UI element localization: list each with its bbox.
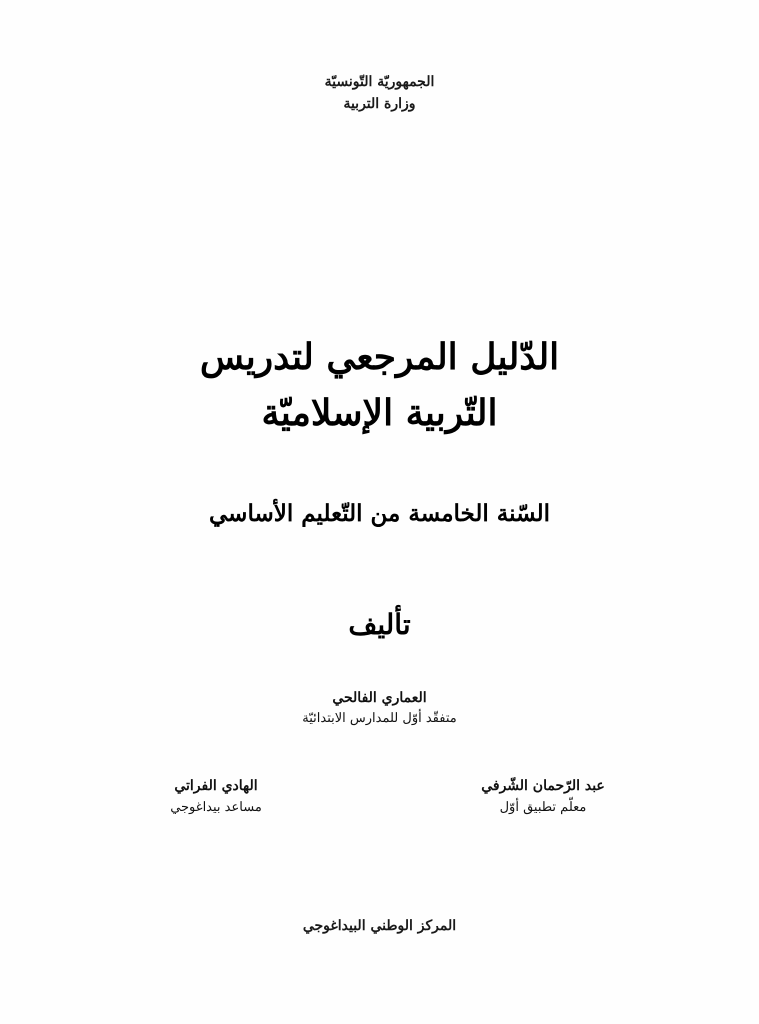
- co-author: [423, 776, 663, 818]
- lead-author-role: متفقّد أوّل للمدارس الابتدائيّة: [302, 711, 457, 726]
- ministry-name: وزارة التربية: [343, 96, 416, 113]
- co-author-role: معلّم تطبيق أوّل: [499, 799, 587, 815]
- co-author-role: مساعد بيداغوجي: [170, 799, 262, 815]
- page-title: [0, 330, 759, 442]
- co-author-name: الهادي الفراتي: [174, 778, 258, 794]
- co-authors-row: [96, 776, 663, 818]
- lead-author: [0, 688, 759, 729]
- title-line-1: الدّليل المرجعي لتدريس: [199, 336, 560, 378]
- byline-label: تأليف: [348, 608, 411, 641]
- page-subtitle: السّنة الخامسة من التّعليم الأساسي: [209, 500, 550, 527]
- title-line-2: التّربية الإسلاميّة: [261, 391, 498, 434]
- publisher-name: المركز الوطني البيداغوجي: [302, 918, 457, 934]
- co-author-name: عبد الرّحمان الشّرفي: [481, 778, 605, 794]
- country-name: الجمهوريّة التّونسيّة: [324, 74, 435, 90]
- co-author: [96, 776, 336, 818]
- ministry-header: [0, 72, 759, 115]
- lead-author-name: العماري الفالحي: [332, 690, 427, 706]
